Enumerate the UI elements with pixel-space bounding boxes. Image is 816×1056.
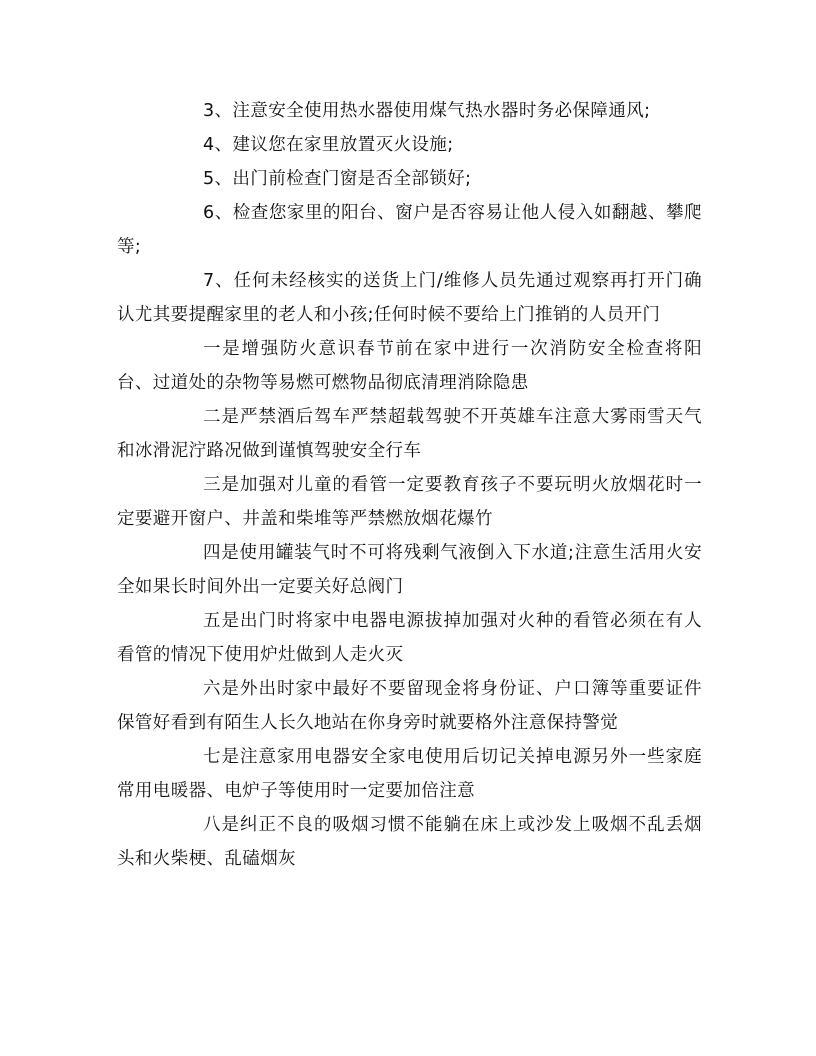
paragraph-fourth: 四是使用罐装气时不可将残剩气液倒入下水道;注意生活用火安全如果长时间外出一定要关好总阀门 [117,543,702,597]
paragraph-fifth: 五是出门时将家中电器电源拔掉加强对火种的看管必须在有人看管的情况下使用炉灶做到人走火灭 [117,611,702,665]
paragraph-seventh: 七是注意家用电器安全家电使用后切记关掉电源另外一些家庭常用电暖器、电炉子等使用时一定要加倍注意 [117,747,702,801]
paragraph-second: 二是严禁酒后驾车严禁超载驾驶不开英雄车注意大雾雨雪天气和冰滑泥泞路况做到谨慎驾驶安全行车 [117,407,702,461]
paragraph-sixth: 六是外出时家中最好不要留现金将身份证、户口簿等重要证件保管好看到有陌生人长久地站在你身旁时就要格外注意保持警觉 [117,679,702,733]
paragraph-first: 一是增强防火意识春节前在家中进行一次消防安全检查将阳台、过道处的杂物等易燃可燃物品彻底清理消除隐患 [117,339,702,393]
paragraph-eighth: 八是纠正不良的吸烟习惯不能躺在床上或沙发上吸烟不乱丢烟头和火柴梗、乱磕烟灰 [117,815,702,869]
paragraph-item-4: 4、建议您在家里放置灭火设施; [203,135,454,155]
paragraph-item-3: 3、注意安全使用热水器使用煤气热水器时务必保障通风; [203,101,651,121]
document-body [117,94,702,876]
paragraph-item-7: 7、任何未经核实的送货上门/维修人员先通过观察再打开门确认尤其要提醒家里的老人和小孩;任何时候不要给上门推销的人员开门 [117,271,702,325]
paragraph-item-5: 5、出门前检查门窗是否全部锁好; [203,169,472,189]
paragraph-third: 三是加强对儿童的看管一定要教育孩子不要玩明火放烟花时一定要避开窗户、井盖和柴堆等严禁燃放烟花爆竹 [117,475,702,529]
paragraph-item-6: 6、检查您家里的阳台、窗户是否容易让他人侵入如翻越、攀爬等; [117,203,702,257]
